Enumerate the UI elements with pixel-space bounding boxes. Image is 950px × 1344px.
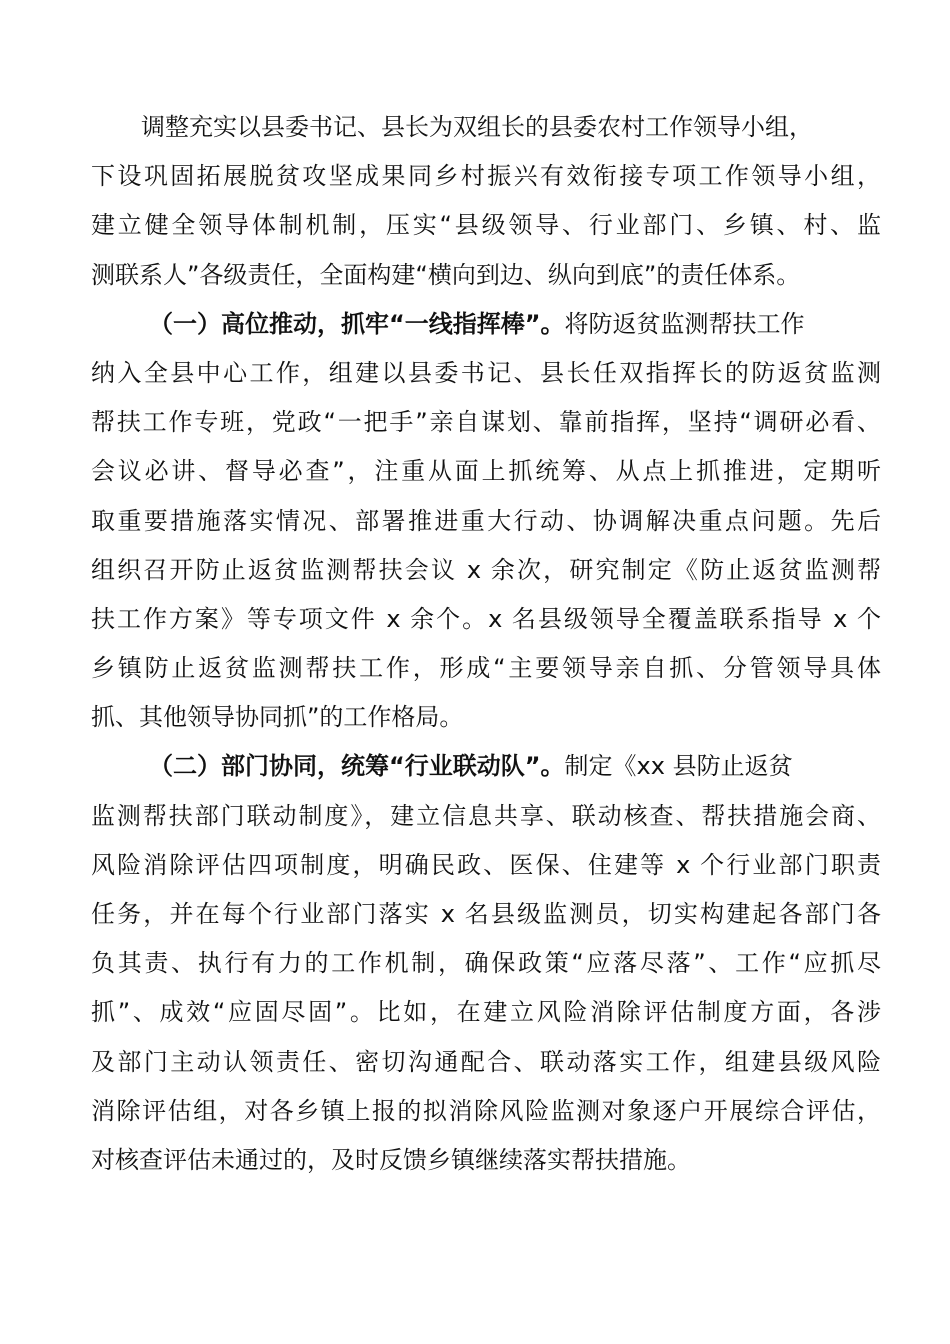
section-text: 制定《xx 县防止返贫 [564,752,793,781]
text-line: 下设巩固拓展脱贫攻坚成果同乡村振兴有效衔接专项工作领导小组， [91,162,881,191]
text-line: 任务，并在每个行业部门落实 x 名县级监测员，切实构建起各部门各 [91,900,881,928]
text-line: 调整充实以县委书记、县长为双组长的县委农村工作领导小组， [141,113,813,141]
text-line: 对核查评估未通过的，及时反馈乡镇继续落实帮扶措施。 [91,1145,691,1174]
text-line: 抓、其他领导协同抓”的工作格局。 [91,703,464,732]
text-line: 纳入全县中心工作，组建以县委书记、县长任双指挥长的防返贫监测 [91,358,881,387]
text-line: 乡镇防止返贫监测帮扶工作，形成“主要领导亲自抓、分管领导具体 [91,654,881,683]
text-line: 消除评估组，对各乡镇上报的拟消除风险监测对象逐户开展综合评估， [91,1096,881,1125]
text-line: 扶工作方案》等专项文件 x 余个。x 名县级领导全覆盖联系指导 x 个 [91,604,881,633]
text-line: 及部门主动认领责任、密切沟通配合、联动落实工作，组建县级风险 [91,1047,881,1076]
section-high-level-promotion [91,300,881,743]
text-line: 取重要措施落实情况、部署推进重大行动、协调解决重点问题。先后 [91,506,881,535]
text-line: 抓”、成效“应固尽固”。比如，在建立风险消除评估制度方面，各涉 [91,998,881,1027]
text-line [91,300,881,349]
text-line: 负其责、执行有力的工作机制，确保政策“应落尽落”、工作“应抓尽 [91,949,881,978]
text-line: 会议必讲、督导必查”，注重从面上抓统筹、从点上抓推进，定期听 [91,457,881,486]
section-text: 将防返贫监测帮扶工作 [564,309,805,338]
text-line: 建立健全领导体制机制，压实“县级领导、行业部门、乡镇、村、监 [91,211,881,240]
text-line: 监测帮扶部门联动制度》，建立信息共享、联动核查、帮扶措施会商、 [91,801,881,830]
section-heading: （一）高位推动，抓牢“一线指挥棒”。 [149,309,565,338]
text-line: 帮扶工作专班，党政“一把手”亲自谋划、靠前指挥，坚持“调研必看、 [91,408,881,437]
paragraph-intro [91,103,881,300]
text-line [91,742,881,791]
text-line: 风险消除评估四项制度，明确民政、医保、住建等 x 个行业部门职责 [91,850,881,879]
document-body [91,103,881,1185]
section-heading: （二）部门协同，统筹“行业联动队”。 [149,752,565,781]
section-department-coordination [91,742,881,1185]
text-line: 组织召开防止返贫监测帮扶会议 x 余次，研究制定《防止返贫监测帮 [91,555,881,584]
text-line: 测联系人”各级责任，全面构建“横向到边、纵向到底”的责任体系。 [91,260,801,289]
